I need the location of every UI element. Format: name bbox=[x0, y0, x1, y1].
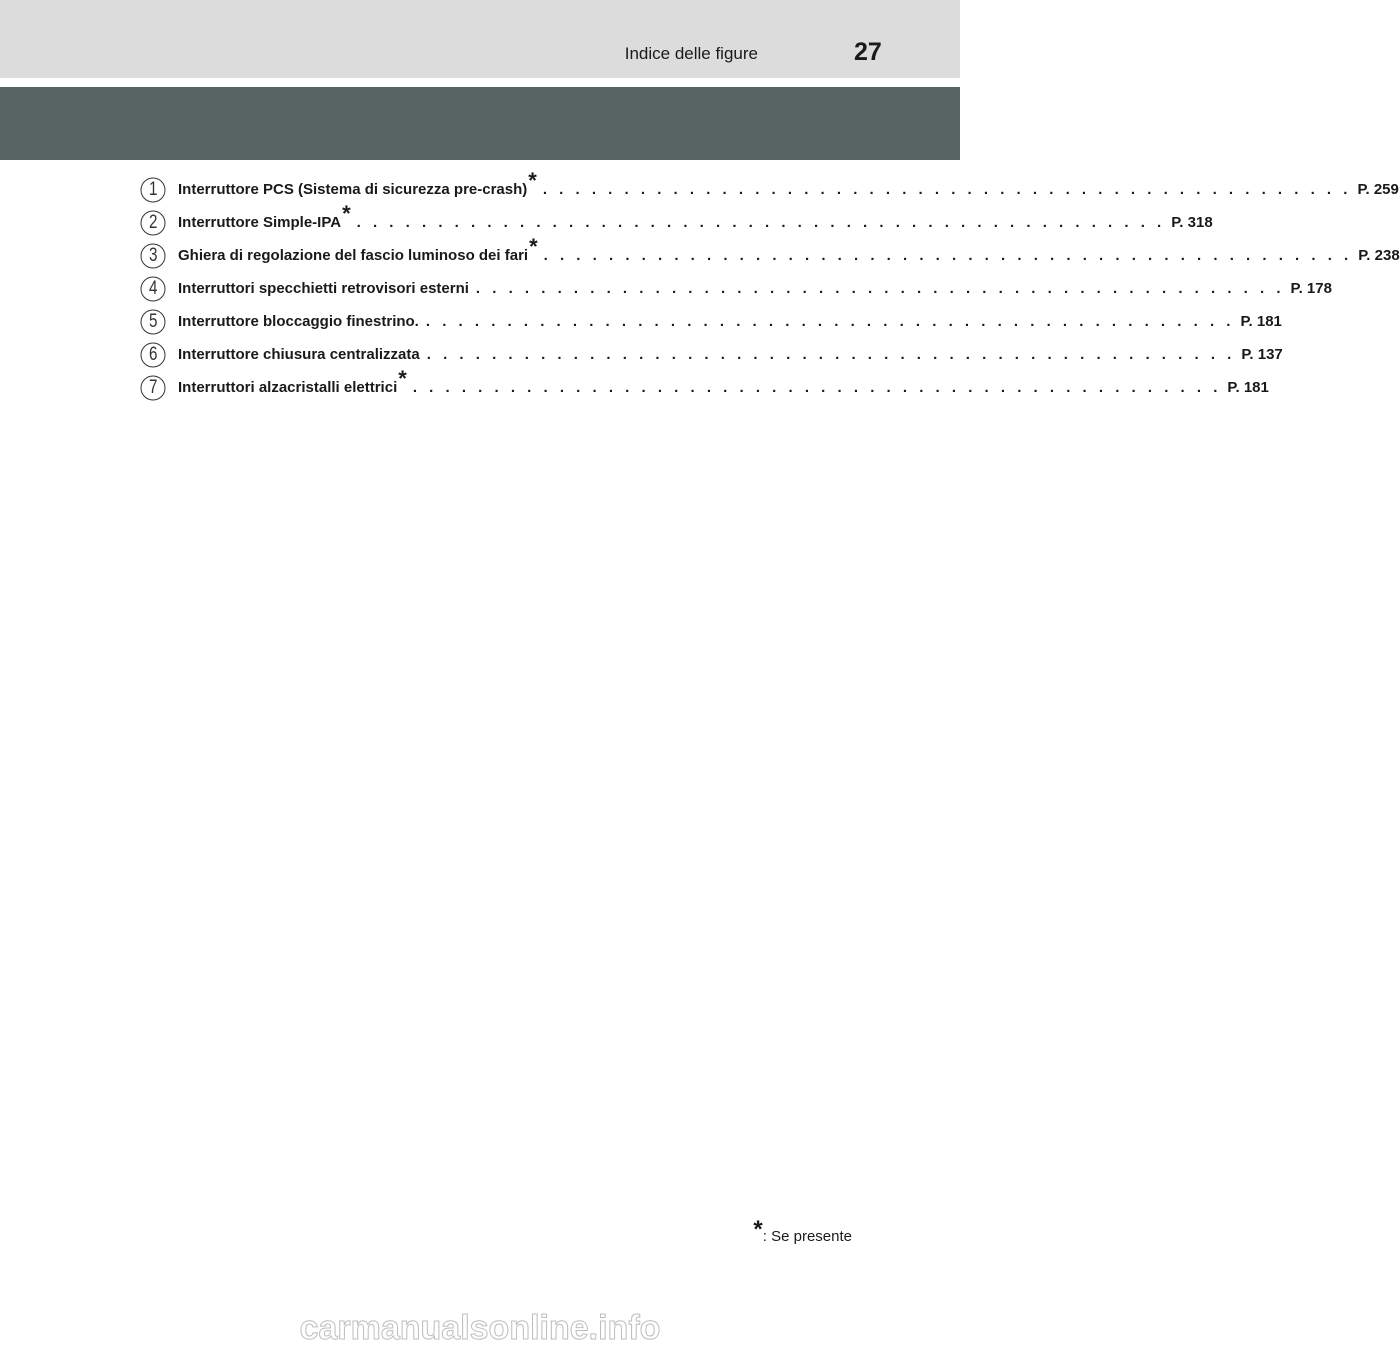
footnote-text: : Se presente bbox=[762, 1228, 852, 1245]
asterisk-icon: * bbox=[342, 201, 351, 226]
index-entry[interactable] bbox=[140, 168, 1399, 206]
asterisk-icon: * bbox=[529, 234, 538, 259]
index-entry[interactable] bbox=[140, 272, 1332, 305]
page-reference-link[interactable]: P. 178 bbox=[1290, 280, 1332, 297]
header-strip bbox=[0, 0, 960, 78]
entry-label: Ghiera di regolazione del fascio luminoso dei fari* bbox=[178, 234, 538, 264]
number-badge-icon: 2 bbox=[140, 210, 166, 236]
number-badge-icon: 1 bbox=[140, 177, 166, 203]
dot-leader: . . . . . . . . . . . . . . . . . . . . . . . . . . . . . . . . . . . . . . . . . . . . . . . . . . bbox=[542, 181, 1352, 198]
dot-leader: . . . . . . . . . . . . . . . . . . . . . . . . . . . . . . . . . . . . . . . . . . . . . . . . . . bbox=[356, 214, 1166, 231]
number-badge-icon: 5 bbox=[140, 309, 166, 335]
page-reference-link[interactable]: P. 259 bbox=[1357, 181, 1399, 198]
entry-label: Interruttore Simple-IPA* bbox=[178, 201, 351, 231]
footnote bbox=[752, 1216, 852, 1245]
page-reference-link[interactable]: P. 181 bbox=[1227, 379, 1269, 396]
dot-leader: . . . . . . . . . . . . . . . . . . . . . . . . . . . . . . . . . . . . . . . . . . . . . . . . . . bbox=[475, 280, 1285, 297]
entry-label: Interruttore bloccaggio finestrino. bbox=[178, 313, 419, 330]
entry-label: Interruttore PCS (Sistema di sicurezza pre-crash)* bbox=[178, 168, 537, 198]
dot-leader: . . . . . . . . . . . . . . . . . . . . . . . . . . . . . . . . . . . . . . . . . . . . . . . . . . bbox=[426, 346, 1236, 363]
entry-label: Interruttori alzacristalli elettrici* bbox=[178, 366, 407, 396]
number-badge-icon: 7 bbox=[140, 375, 166, 401]
dot-leader: . . . . . . . . . . . . . . . . . . . . . . . . . . . . . . . . . . . . . . . . . . . . . . . . . . bbox=[412, 379, 1222, 396]
page-number: 27 bbox=[854, 38, 882, 66]
number-badge-icon: 6 bbox=[140, 342, 166, 368]
entry-label: Interruttori specchietti retrovisori esterni bbox=[178, 280, 469, 297]
asterisk-icon: * bbox=[753, 1216, 763, 1243]
section-title: Indice delle figure bbox=[624, 44, 758, 63]
asterisk-icon: * bbox=[398, 366, 407, 391]
image-band bbox=[0, 87, 960, 160]
watermark bbox=[0, 1308, 960, 1349]
page-reference-link[interactable]: P. 137 bbox=[1241, 346, 1283, 363]
asterisk-icon: * bbox=[528, 168, 537, 193]
header-divider bbox=[0, 78, 960, 87]
entry-label: Interruttore chiusura centralizzata bbox=[178, 346, 420, 363]
index-entry[interactable] bbox=[140, 201, 1213, 239]
page-reference-link[interactable]: P. 238 bbox=[1358, 247, 1400, 264]
number-badge-icon: 3 bbox=[140, 243, 166, 269]
index-entry[interactable] bbox=[140, 305, 1282, 338]
index-entry[interactable] bbox=[140, 366, 1269, 404]
page-reference-link[interactable]: P. 181 bbox=[1240, 313, 1282, 330]
page-reference-link[interactable]: P. 318 bbox=[1171, 214, 1213, 231]
figure-index-list bbox=[140, 168, 1400, 404]
index-entry[interactable] bbox=[140, 338, 1283, 371]
index-entry[interactable] bbox=[140, 234, 1400, 272]
watermark-text: carmanualsonline.info bbox=[299, 1309, 661, 1347]
number-badge-icon: 4 bbox=[140, 276, 166, 302]
dot-leader: . . . . . . . . . . . . . . . . . . . . . . . . . . . . . . . . . . . . . . . . . . . . . . . . . . bbox=[425, 313, 1235, 330]
dot-leader: . . . . . . . . . . . . . . . . . . . . . . . . . . . . . . . . . . . . . . . . . . . . . . . . . . bbox=[543, 247, 1353, 264]
